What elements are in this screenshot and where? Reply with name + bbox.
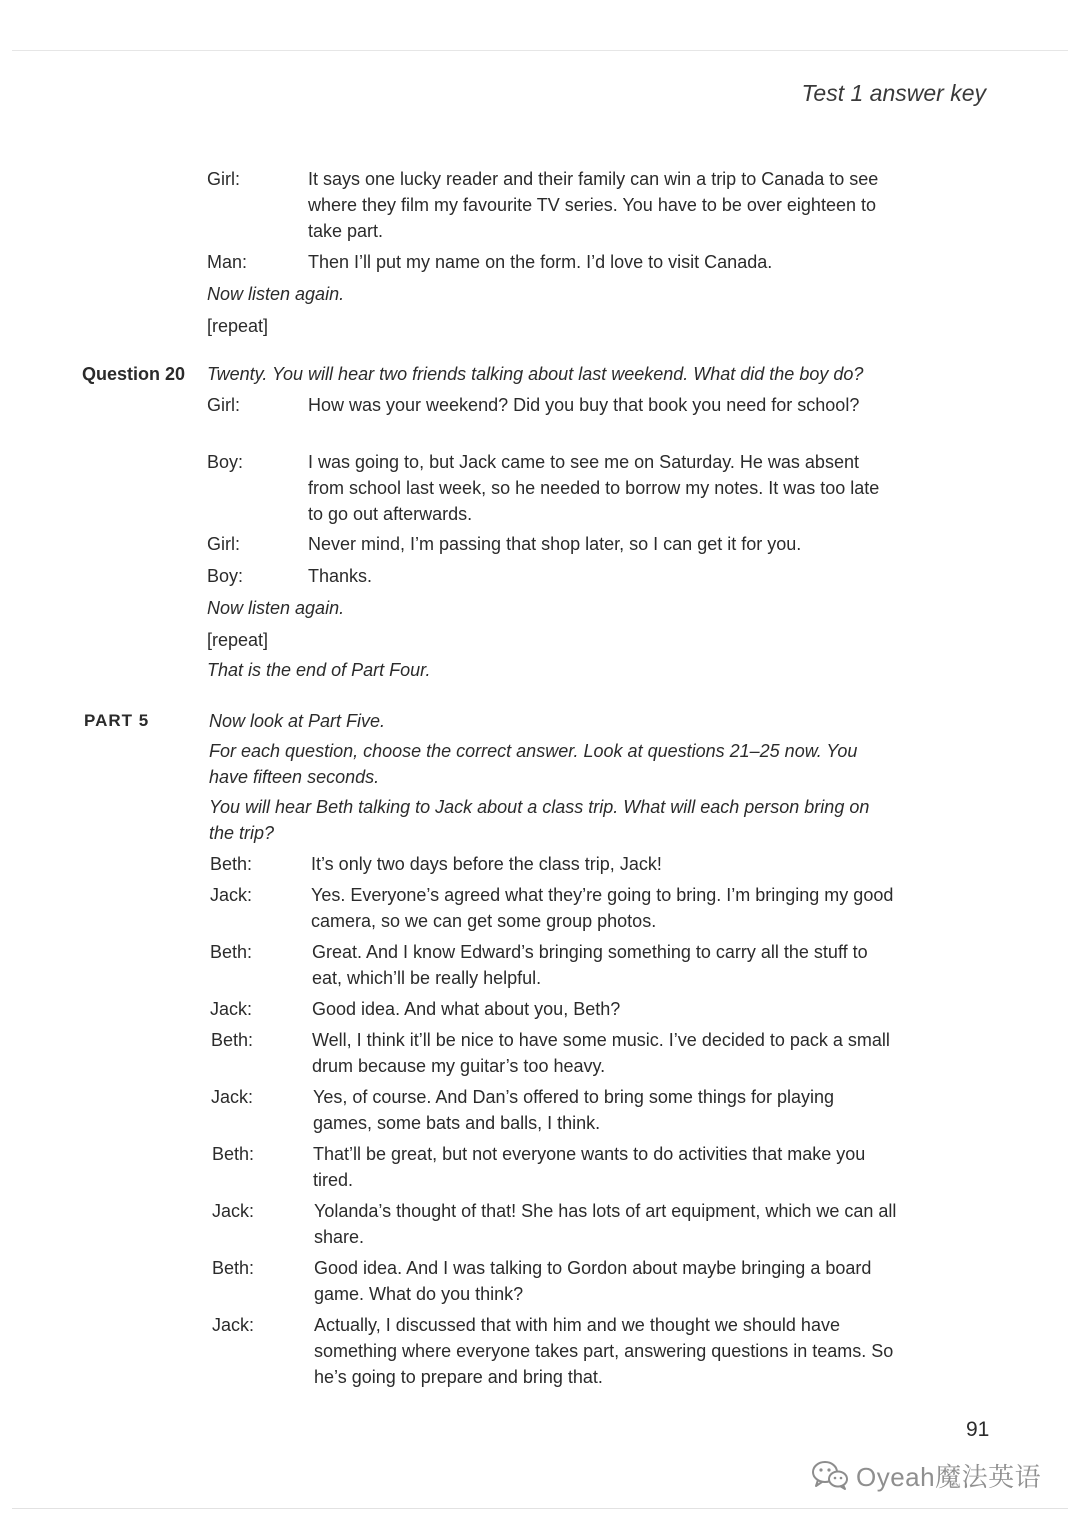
part-context: You will hear Beth talking to Jack about a class trip. What will each person bring on the trip? bbox=[209, 797, 870, 843]
question-prompt: Twenty. You will hear two friends talking about last weekend. What did the boy do? bbox=[207, 364, 864, 384]
speech-text: Then I’ll put my name on the form. I’d love to visit Canada. bbox=[308, 252, 773, 272]
question-label: Question 20 bbox=[82, 364, 186, 384]
speaker-label: Girl: bbox=[207, 395, 240, 415]
scan-edge-bottom bbox=[12, 1508, 1068, 1509]
speaker-label: Jack: bbox=[210, 999, 253, 1019]
speech-text: Great. And I know Edward’s bringing something to carry all the stuff to eat, which’ll be really helpful. bbox=[312, 942, 868, 988]
running-header: Test 1 answer key bbox=[801, 80, 986, 106]
wechat-icon bbox=[810, 1459, 850, 1491]
listen-again-text: Now listen again. bbox=[207, 284, 345, 304]
speech-text: Never mind, I’m passing that shop later, so I can get it for you. bbox=[308, 534, 802, 554]
speech-text: I was going to, but Jack came to see me on Saturday. He was absent from school last week, so he needed to borrow my notes. It was too late to go out afterwards. bbox=[308, 452, 880, 524]
speaker-label: Girl: bbox=[207, 169, 240, 189]
speech-text: It’s only two days before the class trip, Jack! bbox=[311, 854, 662, 874]
speech-text: Yes. Everyone’s agreed what they’re going to bring. I’m bringing my good camera, so we can get some group photos. bbox=[311, 885, 894, 931]
speech-text: Yolanda’s thought of that! She has lots of art equipment, which we can all share. bbox=[314, 1201, 897, 1247]
speaker-label: Jack: bbox=[211, 1087, 254, 1107]
scan-edge-top bbox=[12, 50, 1068, 51]
part-intro: Now look at Part Five. bbox=[209, 711, 386, 731]
speech-text: It says one lucky reader and their family can win a trip to Canada to see where they film my favourite TV series. You have to be over eighteen to take part. bbox=[308, 169, 879, 241]
speech-text: Good idea. And I was talking to Gordon about maybe bringing a board game. What do you think? bbox=[314, 1258, 872, 1304]
speaker-label: Jack: bbox=[210, 885, 253, 905]
speaker-label: Man: bbox=[207, 252, 248, 272]
speaker-label: Boy: bbox=[207, 452, 244, 472]
part-instructions: For each question, choose the correct answer. Look at questions 21–25 now. You have fifteen seconds. bbox=[209, 741, 858, 787]
speech-text: Yes, of course. And Dan’s offered to bring some things for playing games, some bats and balls, I think. bbox=[313, 1087, 834, 1133]
speaker-label: Boy: bbox=[207, 566, 244, 586]
speaker-label: Jack: bbox=[212, 1201, 255, 1221]
repeat-text: [repeat] bbox=[207, 316, 269, 336]
speech-text: Well, I think it’ll be nice to have some music. I’ve decided to pack a small drum because my guitar’s too heavy. bbox=[312, 1030, 890, 1076]
end-of-part-text: That is the end of Part Four. bbox=[207, 660, 431, 680]
speaker-label: Girl: bbox=[207, 534, 240, 554]
speaker-label: Jack: bbox=[212, 1315, 255, 1335]
speech-text: How was your weekend? Did you buy that book you need for school? bbox=[308, 395, 860, 415]
page-number: 91 bbox=[966, 1418, 990, 1441]
watermark bbox=[810, 1458, 1041, 1492]
listen-again-text: Now listen again. bbox=[207, 598, 345, 618]
speaker-label: Beth: bbox=[210, 854, 253, 874]
speech-text: That’ll be great, but not everyone wants to do activities that make you tired. bbox=[313, 1144, 866, 1190]
speaker-label: Beth: bbox=[211, 1030, 254, 1050]
repeat-text: [repeat] bbox=[207, 630, 269, 650]
speech-text: Actually, I discussed that with him and we thought we should have something where everyone takes part, answering questions in teams. So he’s going to prepare and bring that. bbox=[314, 1315, 894, 1387]
speaker-label: Beth: bbox=[212, 1258, 255, 1278]
part-label: PART 5 bbox=[84, 711, 150, 730]
speech-text: Thanks. bbox=[308, 566, 373, 586]
watermark-text: Oyeah魔法英语 bbox=[856, 1461, 1042, 1492]
speaker-label: Beth: bbox=[212, 1144, 255, 1164]
speaker-label: Beth: bbox=[210, 942, 253, 962]
speech-text: Good idea. And what about you, Beth? bbox=[312, 999, 621, 1019]
